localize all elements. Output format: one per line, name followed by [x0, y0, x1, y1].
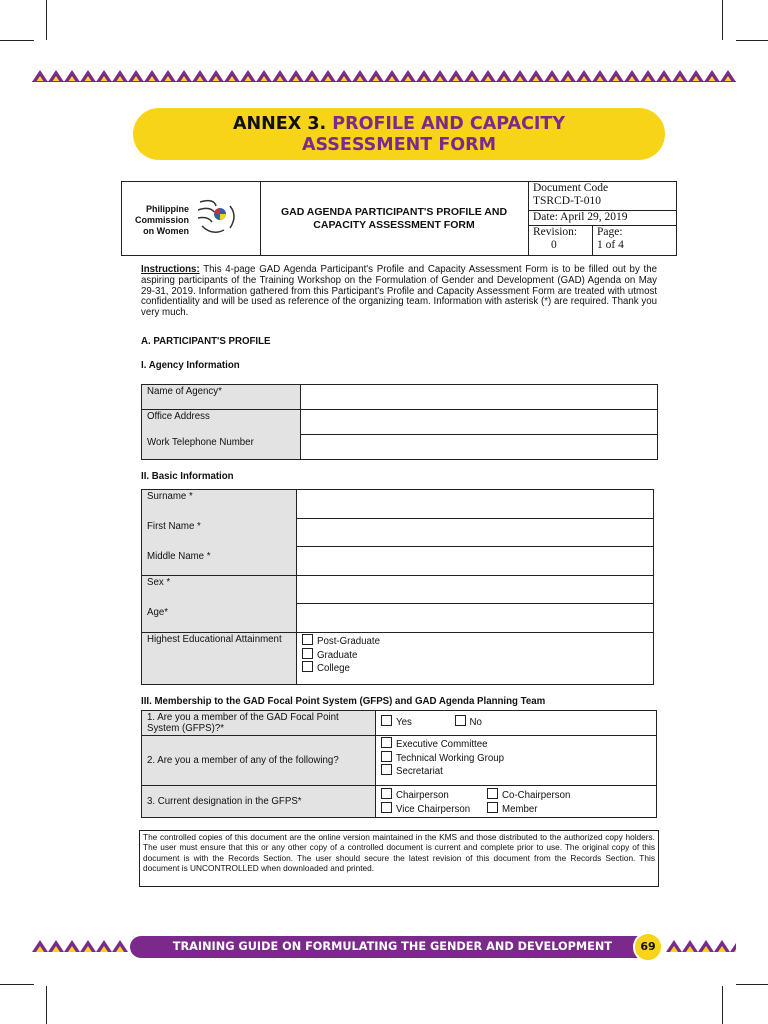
document-title: GAD AGENDA PARTICIPANT'S PROFILE AND CAPACITY ASSESSMENT FORM [260, 182, 529, 255]
instructions-text: This 4-page GAD Agenda Participant's Profile and Capacity Assessment Form is to be filled out by the aspiring participants of the Training Workshop on the Formulation of Gender and Development (GAD) Agenda on May 29-31, 2019. Information gathered from this Participant's Profile and Capacity Assessment Form are treated with utmost confidentiality and will be used as reference of the organizing team. Information with asterisk (*) are required. Thank you very much. [141, 264, 657, 319]
education-option[interactable] [302, 634, 648, 648]
annex-title-line2: ASSESSMENT FORM [301, 135, 497, 155]
work-telephone-input[interactable] [301, 435, 658, 460]
field-label: Work Telephone Number [147, 437, 254, 448]
instructions-label: Instructions: [141, 264, 200, 275]
org-name [127, 204, 189, 237]
agency-name-input[interactable] [301, 385, 658, 410]
crop-mark [722, 986, 723, 1024]
checkbox[interactable] [302, 648, 313, 659]
agency-info-table [141, 384, 658, 460]
option-label: No [469, 717, 482, 728]
checkbox[interactable] [381, 751, 392, 762]
option-label: Graduate [317, 649, 358, 661]
education-option[interactable] [302, 661, 648, 675]
page-value: 1 of 4 [597, 239, 624, 251]
org-name-line2: Commission [134, 215, 189, 225]
membership-heading: III. Membership to the GAD Focal Point System (GFPS) and GAD Agenda Planning Team [141, 696, 546, 707]
question-2: 2. Are you a member of any of the following? [147, 755, 339, 766]
document-code-label: Document Code [533, 182, 609, 194]
decorative-footer-right [666, 938, 736, 954]
section-a-heading: A. PARTICIPANT'S PROFILE [141, 336, 271, 347]
option-label: Secretariat [396, 766, 443, 777]
option-label: Member [502, 803, 538, 815]
q3-option[interactable] [381, 802, 487, 816]
footer-title-bar: TRAINING GUIDE ON FORMULATING THE GENDER AND DEVELOPMENT AGENDA [130, 936, 638, 958]
option-label: Executive Committee [396, 739, 488, 750]
sex-input[interactable] [297, 576, 654, 604]
option-label: Technical Working Group [396, 752, 505, 764]
document-header-table [121, 181, 677, 256]
org-logo-cell [122, 182, 261, 255]
education-option[interactable] [302, 648, 648, 662]
agency-heading: I. Agency Information [141, 360, 240, 371]
q2-option[interactable] [381, 751, 651, 765]
crop-mark [736, 984, 768, 985]
document-meta [529, 182, 676, 255]
instructions-paragraph [141, 265, 657, 319]
question-3: 3. Current designation in the GFPS* [147, 796, 302, 807]
q2-option[interactable] [381, 737, 651, 751]
field-label: Name of Agency* [147, 386, 222, 397]
checkbox[interactable] [381, 715, 392, 726]
revision-value: 0 [551, 239, 557, 251]
controlled-copy-note: The controlled copies of this document are the online version maintained in the KMS and those distributed to the authorized copy holders. The user must ensure that this or any other copy of a controlled document is current and complete prior to use. The original copy of this document is with the Records Section. The user should secure the latest revision of this document from the Records Section. This document is UNCONTROLLED when downloaded and printed. [139, 830, 659, 887]
checkbox[interactable] [302, 634, 313, 645]
document-code-value: TSRCD-T-010 [533, 195, 601, 207]
annex-prefix: ANNEX 3. [232, 114, 327, 134]
middle-name-input[interactable] [297, 547, 654, 576]
question-1: 1. Are you a member of the GAD Focal Point System (GFPS)?* [147, 712, 339, 734]
age-input[interactable] [297, 604, 654, 633]
education-label: Highest Educational Attainment [147, 634, 282, 645]
org-name-line1: Philippine [145, 204, 189, 214]
field-label: Surname * [147, 491, 193, 502]
checkbox[interactable] [455, 715, 466, 726]
q3-option[interactable] [381, 788, 487, 802]
field-label: Office Address [147, 411, 210, 422]
field-label: Sex * [147, 577, 171, 588]
checkbox[interactable] [302, 661, 313, 672]
pcw-logo-icon [194, 196, 242, 240]
office-address-input[interactable] [301, 410, 658, 435]
field-label: Middle Name * [147, 551, 211, 562]
option-label: Yes [396, 717, 412, 728]
crop-mark [0, 984, 34, 985]
q1-yes-option[interactable] [381, 717, 412, 728]
first-name-input[interactable] [297, 519, 654, 547]
option-label: Chairperson [396, 790, 449, 801]
option-label: College [317, 663, 350, 674]
q2-option[interactable] [381, 764, 651, 778]
basic-info-heading: II. Basic Information [141, 471, 234, 482]
surname-input[interactable] [297, 490, 654, 519]
option-label: Vice Chairperson [396, 803, 471, 815]
checkbox[interactable] [487, 802, 498, 813]
basic-info-table [141, 489, 654, 685]
crop-mark [722, 0, 723, 40]
annex-title-banner [133, 108, 665, 160]
checkbox[interactable] [381, 788, 392, 799]
crop-mark [46, 986, 47, 1024]
q3-option[interactable] [487, 790, 570, 801]
membership-table [141, 710, 657, 818]
option-label: Post-Graduate [317, 636, 381, 647]
checkbox[interactable] [487, 788, 498, 799]
page-label: Page: [597, 226, 623, 238]
q3-option[interactable] [487, 804, 538, 815]
option-label: Co-Chairperson [502, 790, 571, 801]
revision-label: Revision: [533, 226, 578, 238]
org-name-line3: on Women [143, 226, 189, 236]
decorative-footer-left [32, 938, 128, 954]
page-number: 69 [633, 932, 663, 962]
checkbox[interactable] [381, 764, 392, 775]
document-date: Date: April 29, 2019 [533, 211, 628, 223]
checkbox[interactable] [381, 737, 392, 748]
checkbox[interactable] [381, 802, 392, 813]
crop-mark [0, 40, 34, 41]
field-label: Age* [147, 607, 169, 618]
crop-mark [736, 40, 768, 41]
annex-title-line1: PROFILE AND CAPACITY [332, 114, 566, 134]
q1-no-option[interactable] [455, 717, 482, 728]
decorative-top-border [32, 68, 736, 82]
field-label: First Name * [147, 521, 201, 532]
crop-mark [46, 0, 47, 40]
